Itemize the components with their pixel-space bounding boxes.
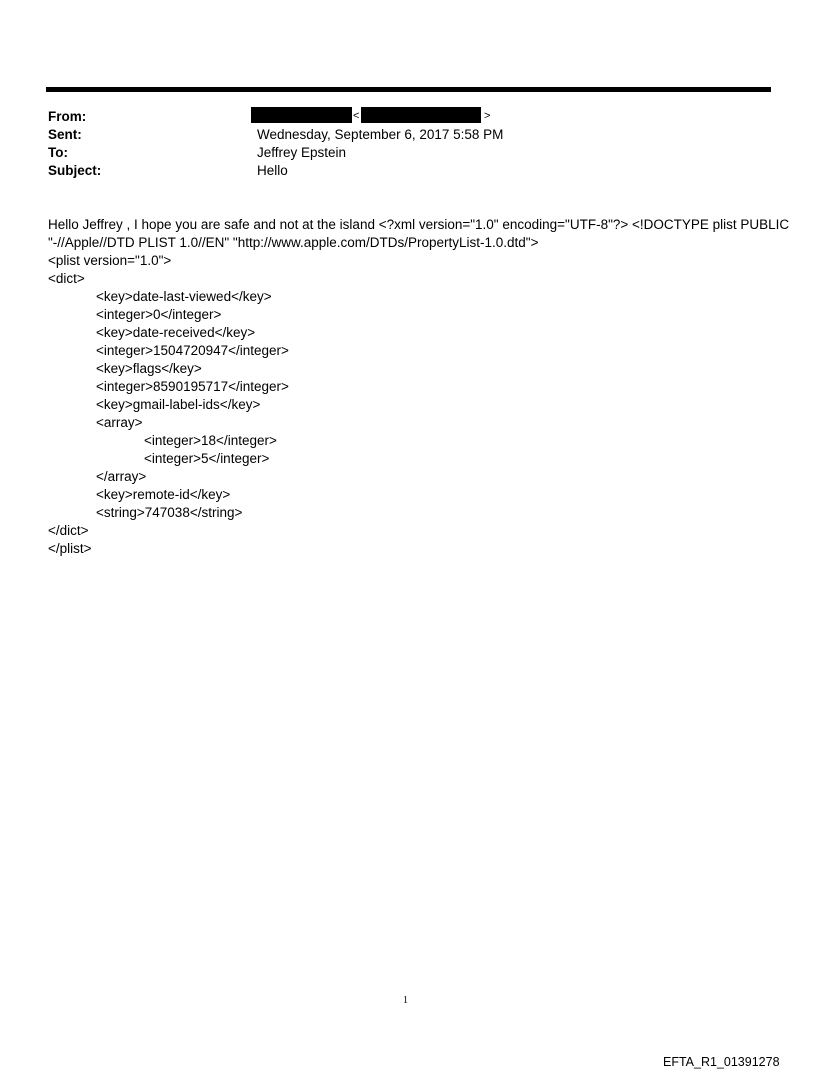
- to-value: Jeffrey Epstein: [257, 145, 347, 160]
- document-id: EFTA_R1_01391278: [663, 1055, 780, 1069]
- body-line: <integer>18</integer>: [144, 433, 277, 448]
- body-line: <key>date-received</key>: [96, 325, 256, 340]
- subject-label: Subject:: [48, 163, 102, 178]
- body-line: <dict>: [48, 271, 85, 286]
- body-line: <key>remote-id</key>: [96, 487, 231, 502]
- body-line: <integer>1504720947</integer>: [96, 343, 289, 358]
- body-line: <key>flags</key>: [96, 361, 202, 376]
- sent-label: Sent:: [48, 127, 82, 142]
- body-line: <integer>8590195717</integer>: [96, 379, 289, 394]
- body-line: <string>747038</string>: [96, 505, 243, 520]
- redacted-sender-email: [361, 107, 481, 123]
- body-line: </dict>: [48, 523, 89, 538]
- body-line: Hello Jeffrey , I hope you are safe and not at the island <?xml version="1.0" encoding="UTF-8"?> <!DOCTYPE plist PUBLIC: [48, 217, 790, 232]
- sender-open-bracket: <: [353, 110, 360, 122]
- body-line: <integer>0</integer>: [96, 307, 222, 322]
- subject-value: Hello: [257, 163, 288, 178]
- sender-close-bracket: >: [484, 110, 491, 122]
- body-line: <key>gmail-label-ids</key>: [96, 397, 261, 412]
- page-number: 1: [403, 995, 408, 1006]
- body-line: <integer>5</integer>: [144, 451, 270, 466]
- body-line: "-//Apple//DTD PLIST 1.0//EN" "http://www.apple.com/DTDs/PropertyList-1.0.dtd">: [48, 235, 539, 250]
- redacted-sender-name: [251, 107, 352, 123]
- body-line: </plist>: [48, 541, 92, 556]
- header-rule: [46, 87, 771, 92]
- body-line: <key>date-last-viewed</key>: [96, 289, 272, 304]
- body-line: </array>: [96, 469, 147, 484]
- from-label: From:: [48, 109, 87, 124]
- body-line: <plist version="1.0">: [48, 253, 172, 268]
- sent-value: Wednesday, September 6, 2017 5:58 PM: [257, 127, 504, 142]
- body-line: <array>: [96, 415, 143, 430]
- to-label: To:: [48, 145, 68, 160]
